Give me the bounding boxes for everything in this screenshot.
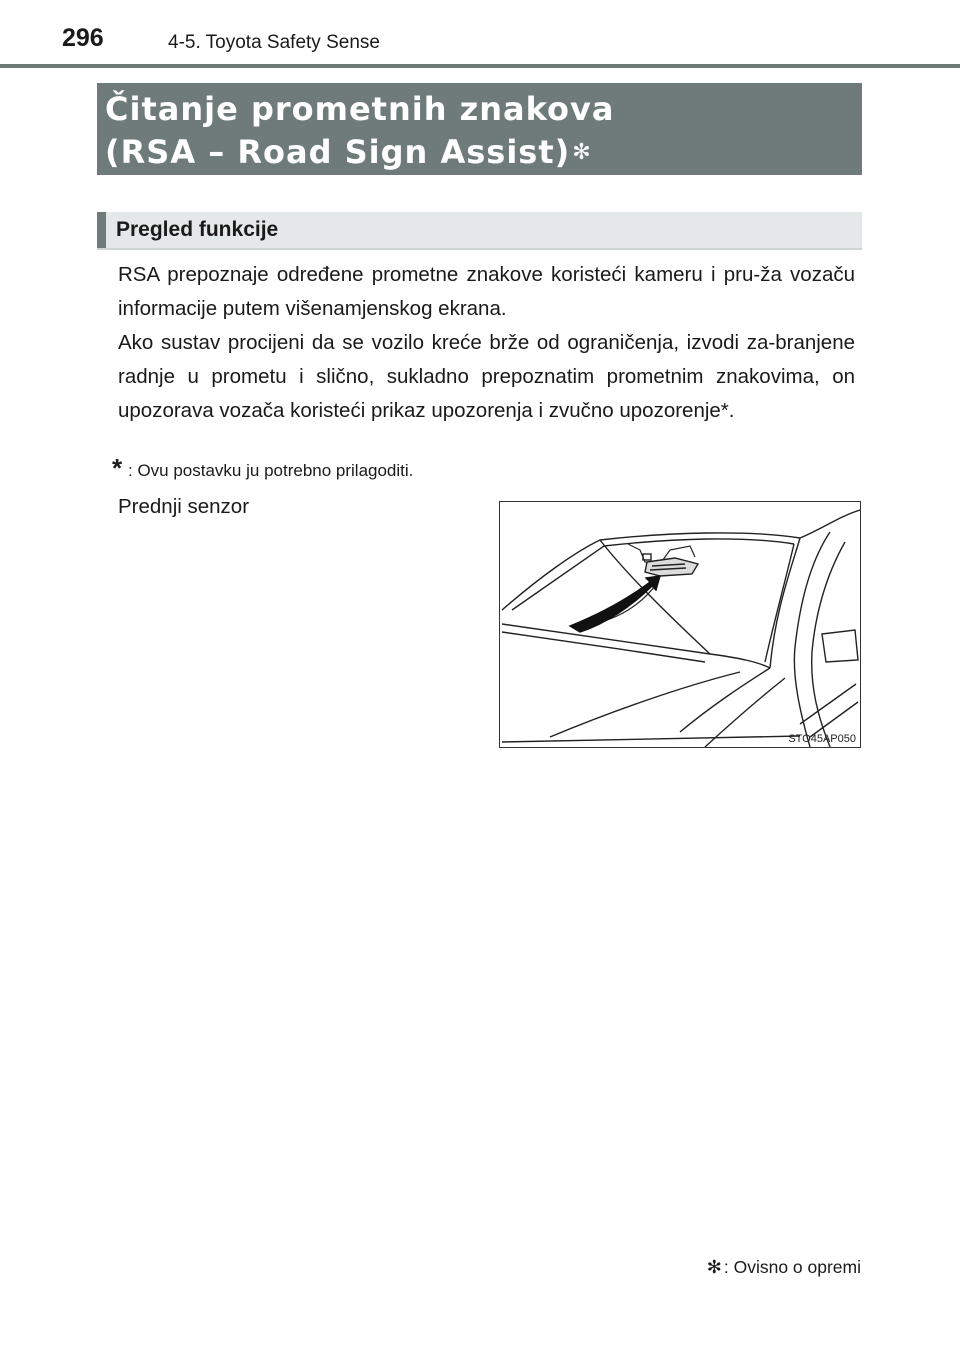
subheading-rule xyxy=(97,248,862,250)
paragraph-intro: RSA prepoznaje određene prometne znakove koristeći kameru i pru-ža vozaču informacije putem višenamjenskog ekrana. xyxy=(118,263,855,320)
title-asterisk-mark: ✻ xyxy=(572,140,592,165)
paragraph-warning: Ako sustav procijeni da se vozilo kreće brže od ograničenja, izvodi za-branjene radnje u prometu i slično, sukladno prepoznatim prometnim znakovima, on upozorava vozača koristeći prikaz upozorenja i zvučno upozorenje*. xyxy=(118,331,855,422)
bottom-note xyxy=(707,1257,861,1278)
windshield-illustration xyxy=(499,501,861,748)
title-banner xyxy=(97,83,862,175)
footnote-star: * xyxy=(112,453,123,483)
subheading: Pregled funkcije xyxy=(97,212,862,248)
windshield-drawing xyxy=(500,502,860,747)
title-line-2-wrap xyxy=(105,131,862,174)
figure-label: Prednji senzor xyxy=(118,495,250,518)
bottom-note-text: : Ovisno o opremi xyxy=(723,1257,861,1277)
footnote-text: : Ovu postavku ju potrebno prilagoditi. xyxy=(128,461,414,480)
bottom-note-mark: ✻ xyxy=(706,1257,722,1277)
section-label: 4-5. Toyota Safety Sense xyxy=(168,32,380,53)
page-number: 296 xyxy=(62,24,104,52)
header-rule xyxy=(0,64,960,68)
figure-code: STO45AP050 xyxy=(788,733,856,745)
title-line-1: Čitanje prometnih znakova xyxy=(105,90,615,128)
title-line-2: (RSA – Road Sign Assist) xyxy=(105,133,571,171)
